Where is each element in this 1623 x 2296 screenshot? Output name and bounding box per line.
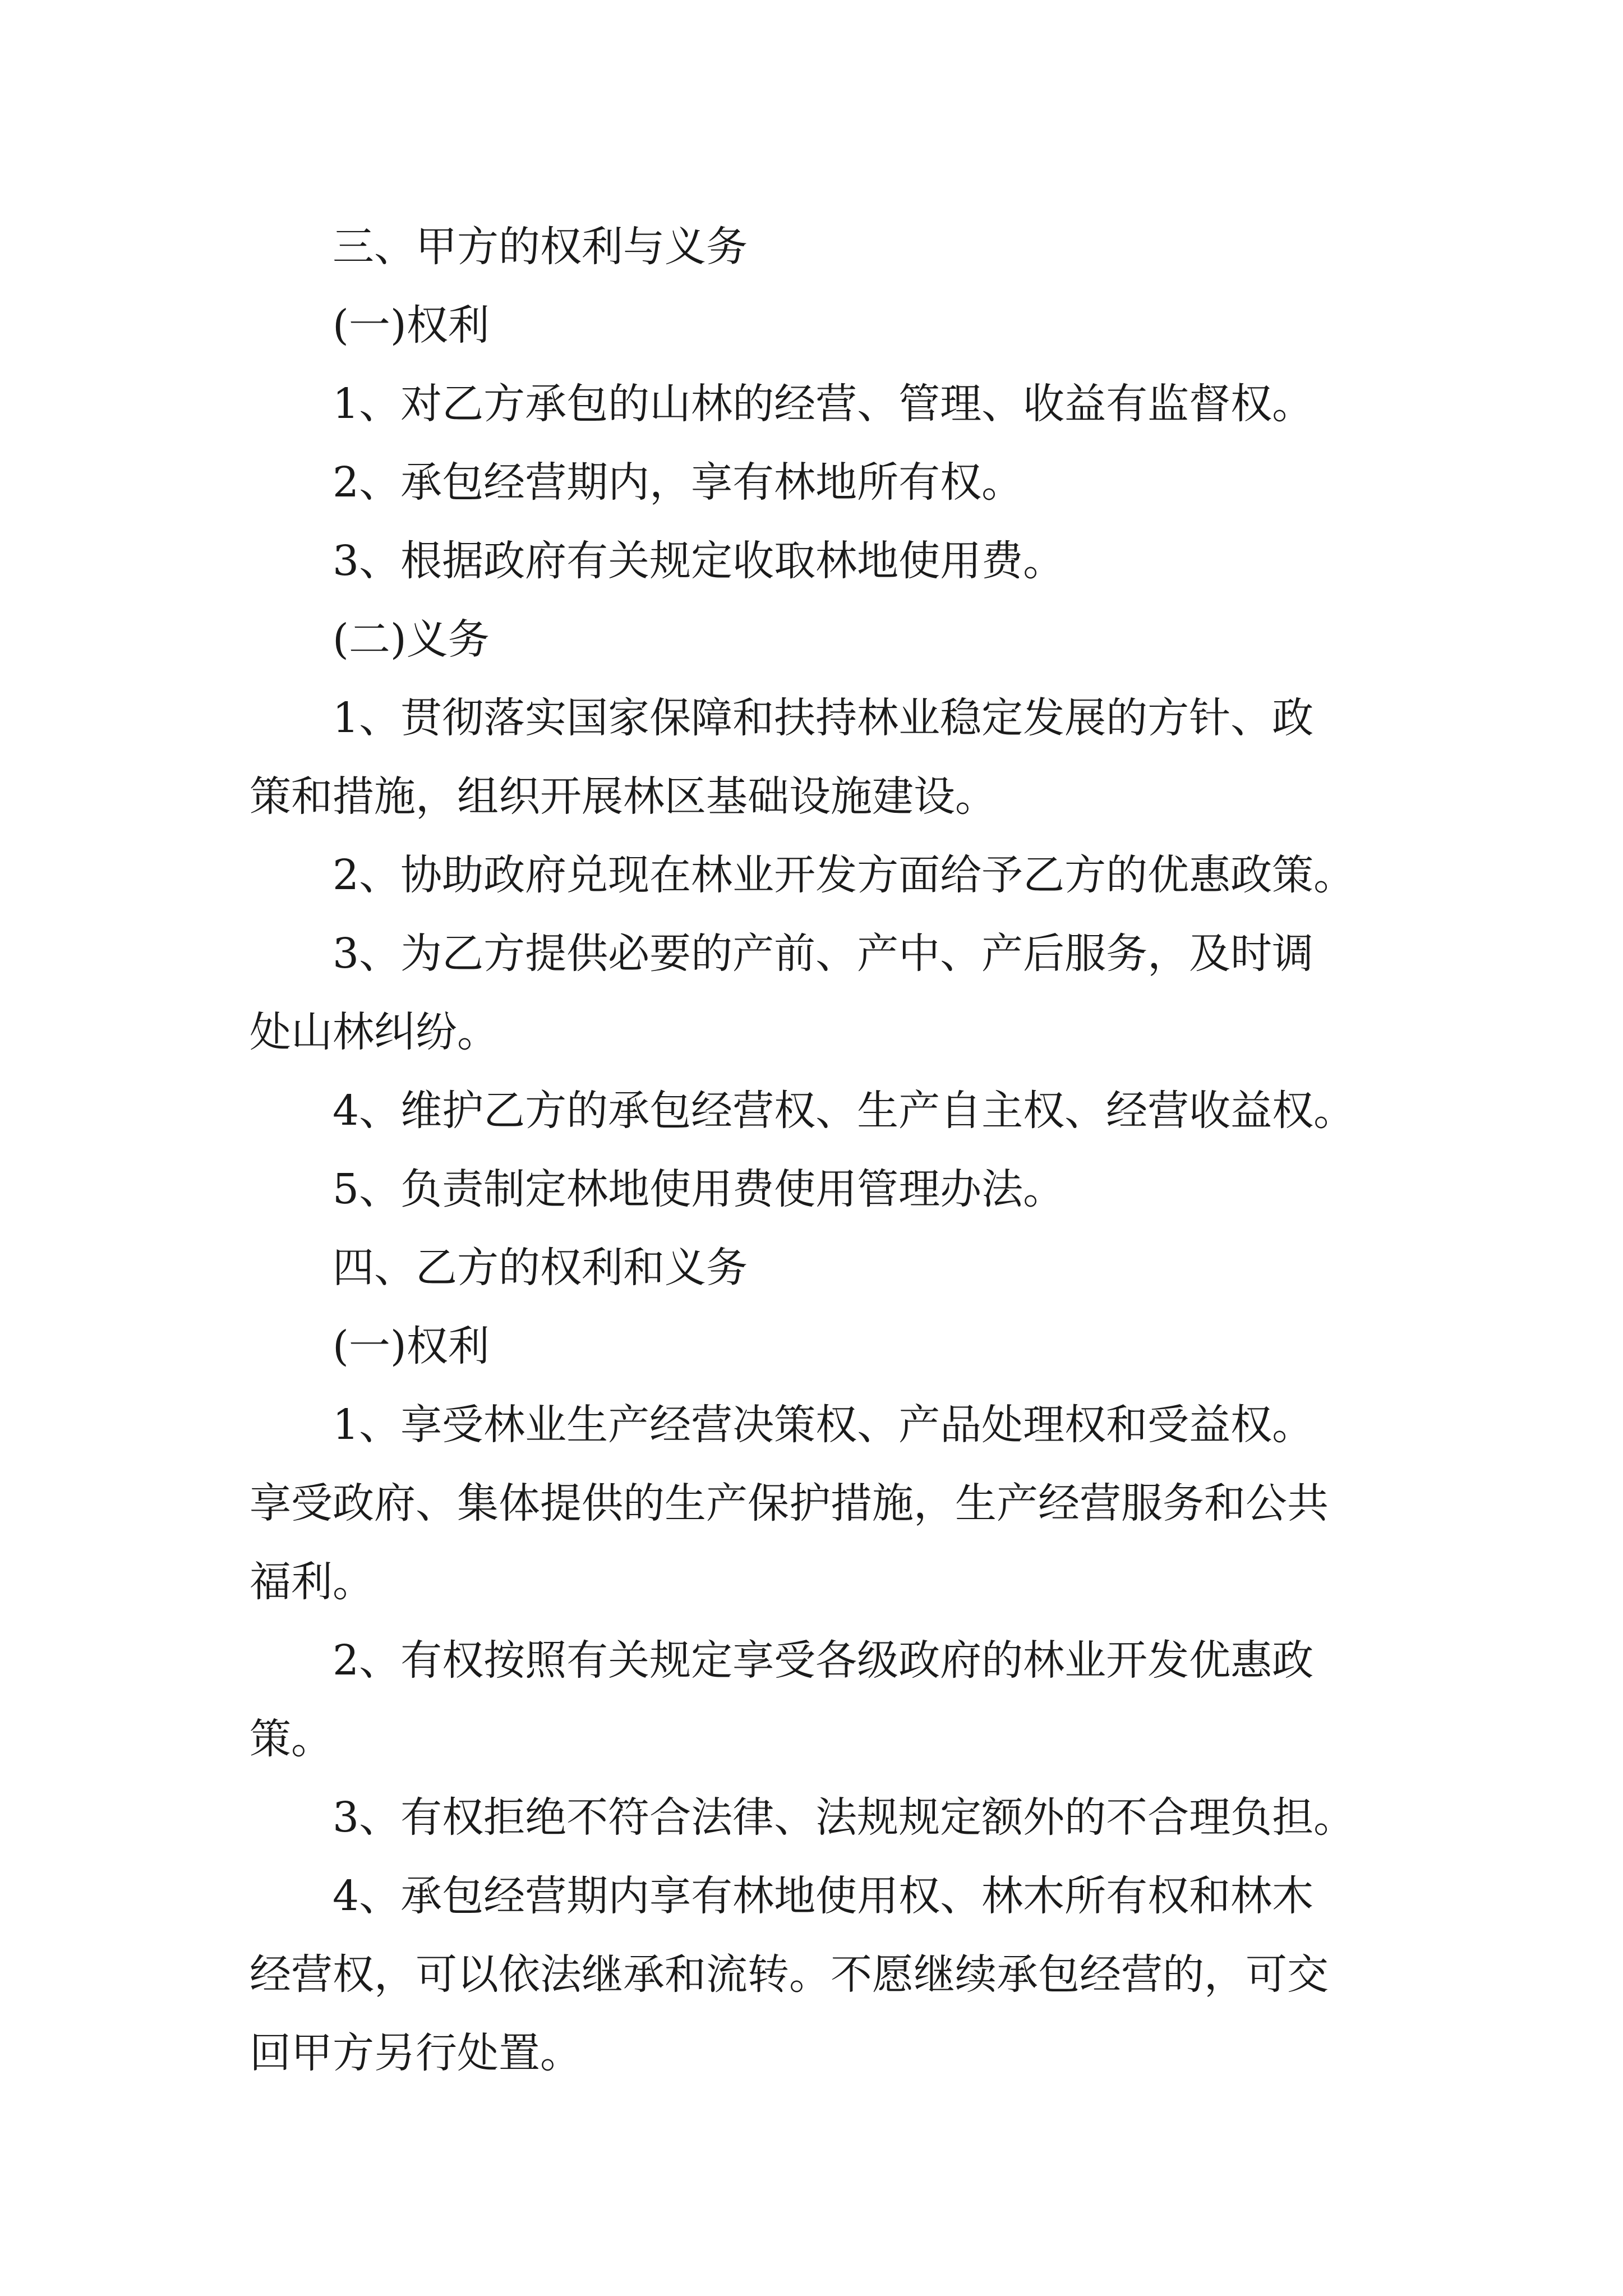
paragraph-line: 5、负责制定林地使用费使用管理办法。 — [333, 1165, 1065, 1213]
paragraph-line: 4、承包经营期内享有林地使用权、林木所有权和林木 — [333, 1872, 1314, 1920]
paragraph-line: 策。 — [250, 1715, 333, 1763]
paragraph-line: 3、根据政府有关规定收取林地使用费。 — [333, 537, 1065, 585]
paragraph-line: 策和措施，组织开展林区基础设施建设。 — [250, 772, 997, 821]
document-page — [250, 208, 1382, 2092]
section-heading: 三、甲方的权利与义务 — [333, 223, 748, 271]
paragraph-line: 2、协助政府兑现在林业开发方面给予乙方的优惠政策。 — [333, 851, 1355, 899]
paragraph-line: 1、对乙方承包的山林的经营、管理、收益有监督权。 — [333, 380, 1314, 428]
paragraph-line: 3、为乙方提供必要的产前、产中、产后服务，及时调 — [333, 930, 1314, 978]
paragraph-line: 享受政府、集体提供的生产保护措施，生产经营服务和公共 — [250, 1479, 1329, 1527]
paragraph-line: 3、有权拒绝不符合法律、法规规定额外的不合理负担。 — [333, 1793, 1355, 1842]
subsection-heading: (一)权利 — [333, 301, 490, 349]
paragraph-line: 2、承包经营期内，享有林地所有权。 — [333, 458, 1023, 507]
subsection-heading: (二)义务 — [333, 615, 490, 664]
paragraph-line: 回甲方另行处置。 — [250, 2029, 582, 2077]
subsection-heading: (一)权利 — [333, 1322, 490, 1370]
paragraph-line: 1、享受林业生产经营决策权、产品处理权和受益权。 — [333, 1401, 1314, 1449]
section-heading: 四、乙方的权利和义务 — [333, 1244, 748, 1292]
paragraph-line: 福利。 — [250, 1558, 374, 1606]
paragraph-line: 4、维护乙方的承包经营权、生产自主权、经营收益权。 — [333, 1087, 1355, 1135]
paragraph-line: 2、有权按照有关规定享受各级政府的林业开发优惠政 — [333, 1636, 1314, 1685]
paragraph-line: 处山林纠纷。 — [250, 1008, 499, 1056]
paragraph-line: 1、贯彻落实国家保障和扶持林业稳定发展的方针、政 — [333, 694, 1314, 742]
paragraph-line: 经营权，可以依法继承和流转。不愿继续承包经营的，可交 — [250, 1950, 1329, 1999]
